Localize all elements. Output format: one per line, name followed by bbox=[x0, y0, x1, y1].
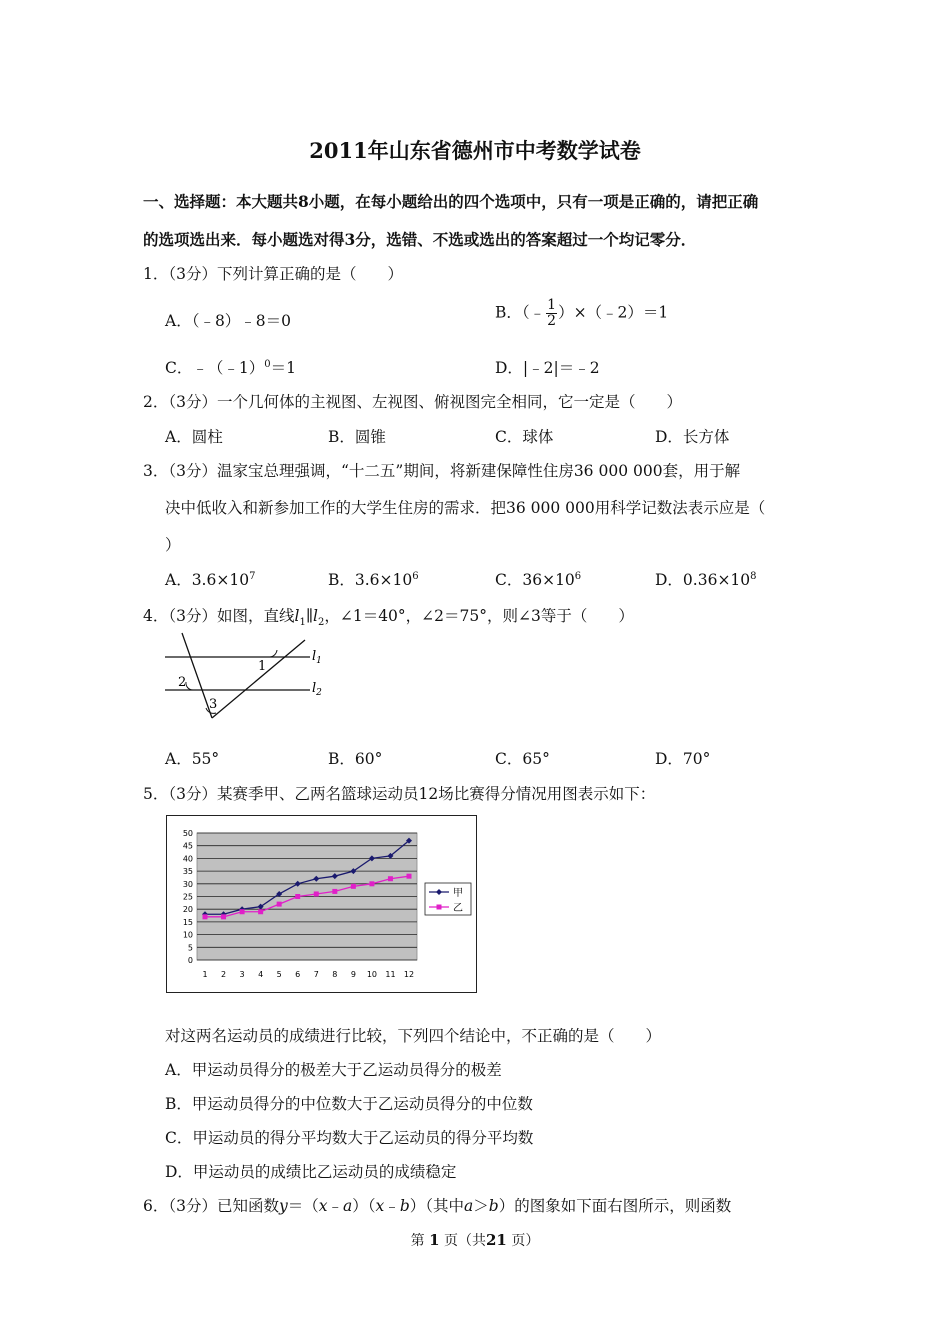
q4-option-a: A．55° bbox=[165, 750, 220, 768]
data-point bbox=[258, 909, 263, 914]
x-tick-label: 1 bbox=[202, 970, 208, 979]
x-tick-label: 9 bbox=[350, 970, 356, 979]
q5-line-chart bbox=[166, 815, 477, 993]
q1-option-a: A．（﹣8）﹣8＝0 bbox=[165, 312, 292, 330]
page-footer: 第 1 页（共21 页） bbox=[410, 1231, 540, 1249]
legend-label: 乙 bbox=[453, 903, 463, 914]
q2-option-b: B．圆锥 bbox=[328, 428, 386, 446]
page-total: 21 bbox=[486, 1231, 507, 1249]
y-tick-label: 45 bbox=[182, 841, 193, 851]
y-tick-label: 50 bbox=[182, 829, 193, 838]
transversal-1 bbox=[182, 633, 212, 718]
x-tick-label: 3 bbox=[239, 970, 245, 979]
q5-option-b: B．甲运动员得分的中位数大于乙运动员得分的中位数 bbox=[165, 1095, 533, 1113]
page-number: 1 bbox=[429, 1231, 440, 1249]
y-tick-label: 35 bbox=[182, 867, 193, 877]
q3-stem-line1: 3．（3分）温家宝总理强调，“十二五”期间，将新建保障性住房36 000 000套，用于解 bbox=[143, 462, 741, 480]
q2-option-c: C．球体 bbox=[495, 428, 554, 446]
data-point bbox=[388, 876, 393, 881]
q5-option-a: A．甲运动员得分的极差大于乙运动员得分的极差 bbox=[165, 1061, 502, 1079]
y-tick-label: 15 bbox=[182, 917, 193, 927]
x-tick-label: 11 bbox=[385, 970, 396, 979]
q5-followup: 对这两名运动员的成绩进行比较，下列四个结论中，不正确的是（ ） bbox=[165, 1027, 662, 1045]
fraction: $\frac{1}{2}$ bbox=[547, 297, 557, 329]
q1-stem: 1．（3分）下列计算正确的是（ ） bbox=[143, 265, 403, 283]
q4-option-d: D．70° bbox=[655, 750, 711, 768]
q4-option-b: B．60° bbox=[328, 750, 383, 768]
q2-option-d: D．长方体 bbox=[655, 428, 730, 446]
data-point bbox=[277, 902, 282, 907]
legend-marker bbox=[437, 905, 442, 910]
section-heading-line2: 的选项选出来．每小题选对得3分，选错、不选或选出的答案超过一个均记零分． bbox=[143, 230, 697, 249]
q2-option-a: A．圆柱 bbox=[165, 428, 223, 446]
x-tick-label: 4 bbox=[258, 970, 264, 979]
line-label-l2: $l_2$ bbox=[312, 681, 322, 698]
q3-stem-line2: 决中低收入和新参加工作的大学生住房的需求．把36 000 000用科学记数法表示应是（ bbox=[165, 499, 766, 517]
data-point bbox=[221, 914, 226, 919]
data-point bbox=[351, 884, 356, 889]
angle-label-1: 1 bbox=[258, 659, 267, 674]
q4-figure bbox=[160, 630, 330, 725]
data-point bbox=[314, 891, 319, 896]
q4-option-c: C．65° bbox=[495, 750, 550, 768]
transversal-2 bbox=[212, 640, 305, 718]
line-label-l1: $l_1$ bbox=[312, 649, 322, 666]
data-point bbox=[295, 894, 300, 899]
angle-label-2: 2 bbox=[178, 675, 187, 690]
section-heading-line1: 一、选择题：本大题共8小题，在每小题给出的四个选项中，只有一项是正确的，请把正确 bbox=[143, 192, 759, 211]
q3-stem-line3: ） bbox=[165, 536, 181, 554]
q4-stem: 4．（3分）如图，直线$l_1\parallel l_2$，∠1＝40°，∠2＝75°，则∠3等于（ ） bbox=[143, 607, 634, 629]
q1-option-b: B．（﹣ $\frac{1}{2}$ ）×（﹣2）＝1 bbox=[495, 297, 669, 329]
data-point bbox=[332, 889, 337, 894]
q3-option-c: C．$36\times 10^6$ bbox=[495, 570, 582, 589]
legend-label: 甲 bbox=[453, 888, 463, 899]
data-point bbox=[240, 909, 245, 914]
y-tick-label: 30 bbox=[182, 879, 193, 889]
y-tick-label: 25 bbox=[182, 892, 193, 902]
q6-stem: 6．（3分）已知函数y＝（x﹣a）（x﹣b）（其中a＞b）的图象如下面右图所示，则函数 bbox=[143, 1197, 732, 1215]
q2-stem: 2．（3分）一个几何体的主视图、左视图、俯视图完全相同，它一定是（ ） bbox=[143, 393, 682, 411]
data-point bbox=[407, 874, 412, 879]
y-tick-label: 0 bbox=[187, 956, 193, 965]
x-tick-label: 10 bbox=[366, 970, 378, 979]
angle-label-3: 3 bbox=[209, 697, 218, 712]
x-tick-label: 7 bbox=[313, 970, 319, 979]
q5-stem: 5．（3分）某赛季甲、乙两名篮球运动员12场比赛得分情况用图表示如下： bbox=[143, 785, 656, 803]
x-tick-label: 12 bbox=[403, 970, 415, 979]
q3-option-d: D．$0.36\times 10^8$ bbox=[655, 570, 757, 589]
x-tick-label: 5 bbox=[276, 970, 282, 979]
q5-option-d: D．甲运动员的成绩比乙运动员的成绩稳定 bbox=[165, 1163, 457, 1181]
q3-option-a: A．$3.6\times 10^7$ bbox=[165, 570, 256, 589]
x-tick-label: 2 bbox=[220, 970, 227, 979]
y-tick-label: 5 bbox=[187, 943, 193, 953]
y-tick-label: 20 bbox=[182, 905, 193, 915]
page-title: 2011年山东省德州市中考数学试卷 bbox=[309, 138, 641, 163]
q1-option-c: C．﹣（﹣1）$^0$＝1 bbox=[165, 358, 296, 377]
data-point bbox=[203, 914, 208, 919]
x-tick-label: 8 bbox=[332, 970, 338, 979]
q3-option-b: B．$3.6\times 10^6$ bbox=[328, 570, 419, 589]
y-tick-label: 40 bbox=[182, 854, 193, 864]
x-tick-label: 6 bbox=[295, 970, 301, 979]
data-point bbox=[369, 881, 374, 886]
q1-option-d: D．|﹣2|＝﹣2 bbox=[495, 359, 600, 377]
q5-option-c: C．甲运动员的得分平均数大于乙运动员的得分平均数 bbox=[165, 1129, 534, 1147]
y-tick-label: 10 bbox=[182, 930, 193, 940]
